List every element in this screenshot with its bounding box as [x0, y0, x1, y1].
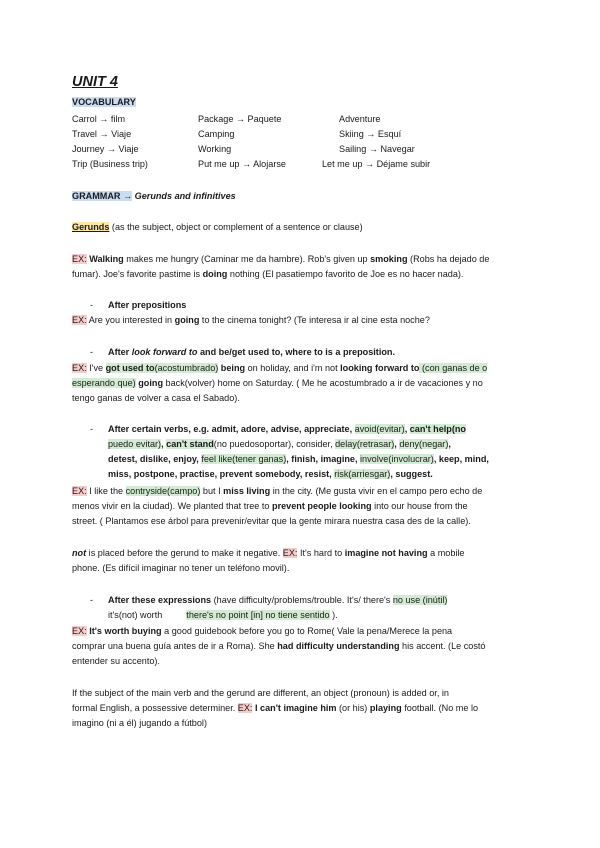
example-line: esperando que) going back(volver) home on Saturday. ( Me he acostumbrado a ir de vacaciones y no [72, 378, 483, 388]
bullet-marker: - [90, 347, 94, 357]
bullet-text: After certain verbs, e.g. admit, adore, advise, appreciate, avoid(evitar), can't help(no [108, 424, 466, 434]
example-line: entender su accento). [72, 656, 160, 666]
vocab-item: Skiing → Esquí [339, 129, 402, 139]
vocab-item: Camping [198, 129, 235, 139]
bullet-text: detest, dislike, enjoy, feel like(tener ganas), finish, imagine, involve(involucrar), keep, mind, [108, 454, 489, 464]
negative-rule: not is placed before the gerund to make it negative. EX: It's hard to imagine not having a mobile [72, 548, 465, 558]
vocabulary-heading: VOCABULARY [72, 97, 136, 107]
bullet-marker: - [90, 424, 94, 434]
vocab-item: Sailing → Navegar [339, 144, 415, 154]
vocab-item: Trip (Business trip) [72, 159, 148, 169]
example-line: EX: It's worth buying a good guidebook before you go to Rome( Vale la pena/Merece la pena [72, 626, 453, 636]
bullet-text: After prepositions [108, 300, 187, 310]
example-line: EX: I like the contryside(campo) but I miss living in the city. (Me gusta vivir en el campo pero echo de [72, 486, 483, 496]
final-paragraph: formal English, a possessive determiner. EX: I can't imagine him (or his) playing football. (No me lo [72, 703, 479, 713]
vocab-item: Put me up → Alojarse [198, 159, 286, 169]
unit-title: UNIT 4 [72, 74, 118, 90]
vocab-item: Travel → Viaje [72, 129, 132, 139]
gerunds-heading: Gerunds (as the subject, object or complement of a sentence or clause) [72, 222, 363, 232]
bullet-text: miss, postpone, practise, prevent somebody, resist, risk(arriesgar), suggest. [108, 469, 433, 479]
vocab-item: Let me up → Déjame subir [322, 159, 431, 169]
vocab-item: Working [198, 144, 232, 154]
example-line: fumar). Joe's favorite pastime is doing nothing (El pasatiempo favorito de Joe es no hacer nada). [72, 269, 464, 279]
example-line: menos vivir en la ciudad). We planted that tree to prevent people looking into our house from the [72, 501, 468, 511]
bullet-marker: - [90, 595, 94, 605]
example-line: comprar una buena guía antes de ir a Roma). She had difficulty understanding his accent. (Le costó [72, 641, 486, 651]
example-line: EX: I've got used to(acostumbrado) being on holiday, and i'm not looking forward to (con ganas de o [72, 363, 488, 373]
final-paragraph: If the subject of the main verb and the gerund are different, an object (pronoun) is added or, in [72, 688, 449, 698]
example-line: tengo ganas de volver a casa el Sabado). [72, 393, 240, 403]
vocab-item: Journey → Viaje [72, 144, 139, 154]
vocab-item: Package → Paquete [198, 114, 282, 124]
example-line: street. ( Plantamos ese árbol para prevenir/evitar que la gente mirara nuestra casa des de la calle). [72, 516, 471, 526]
vocab-item: Adventure [339, 114, 381, 124]
bullet-marker: - [90, 300, 94, 310]
example-line: EX: Are you interested in going to the cinema tonight? (Te interesa ir al cine esta noche? [72, 315, 430, 325]
example-line: EX: Walking makes me hungry (Caminar me da hambre). Rob's given up smoking (Robs ha dejado de [72, 254, 490, 264]
final-paragraph: imagino (ni a él) jugando a fútbol) [72, 718, 207, 728]
bullet-text: After look forward to and be/get used to, where to is a preposition. [108, 347, 396, 357]
grammar-heading: GRAMMAR → Gerunds and infinitives [72, 191, 236, 201]
bullet-text: it's(not) worth there's no point [in] no tiene sentido ). [108, 610, 338, 620]
vocab-item: Carrol → film [72, 114, 126, 124]
negative-rule: phone. (Es difícil imaginar no tener un teléfono movil). [72, 563, 290, 573]
bullet-text: After these expressions (have difficulty/problems/trouble. It's/ there's no use (inútil) [108, 595, 448, 605]
bullet-text: puedo evitar), can't stand(no puedosoportar), consider, delay(retrasar), deny(negar), [108, 439, 451, 449]
